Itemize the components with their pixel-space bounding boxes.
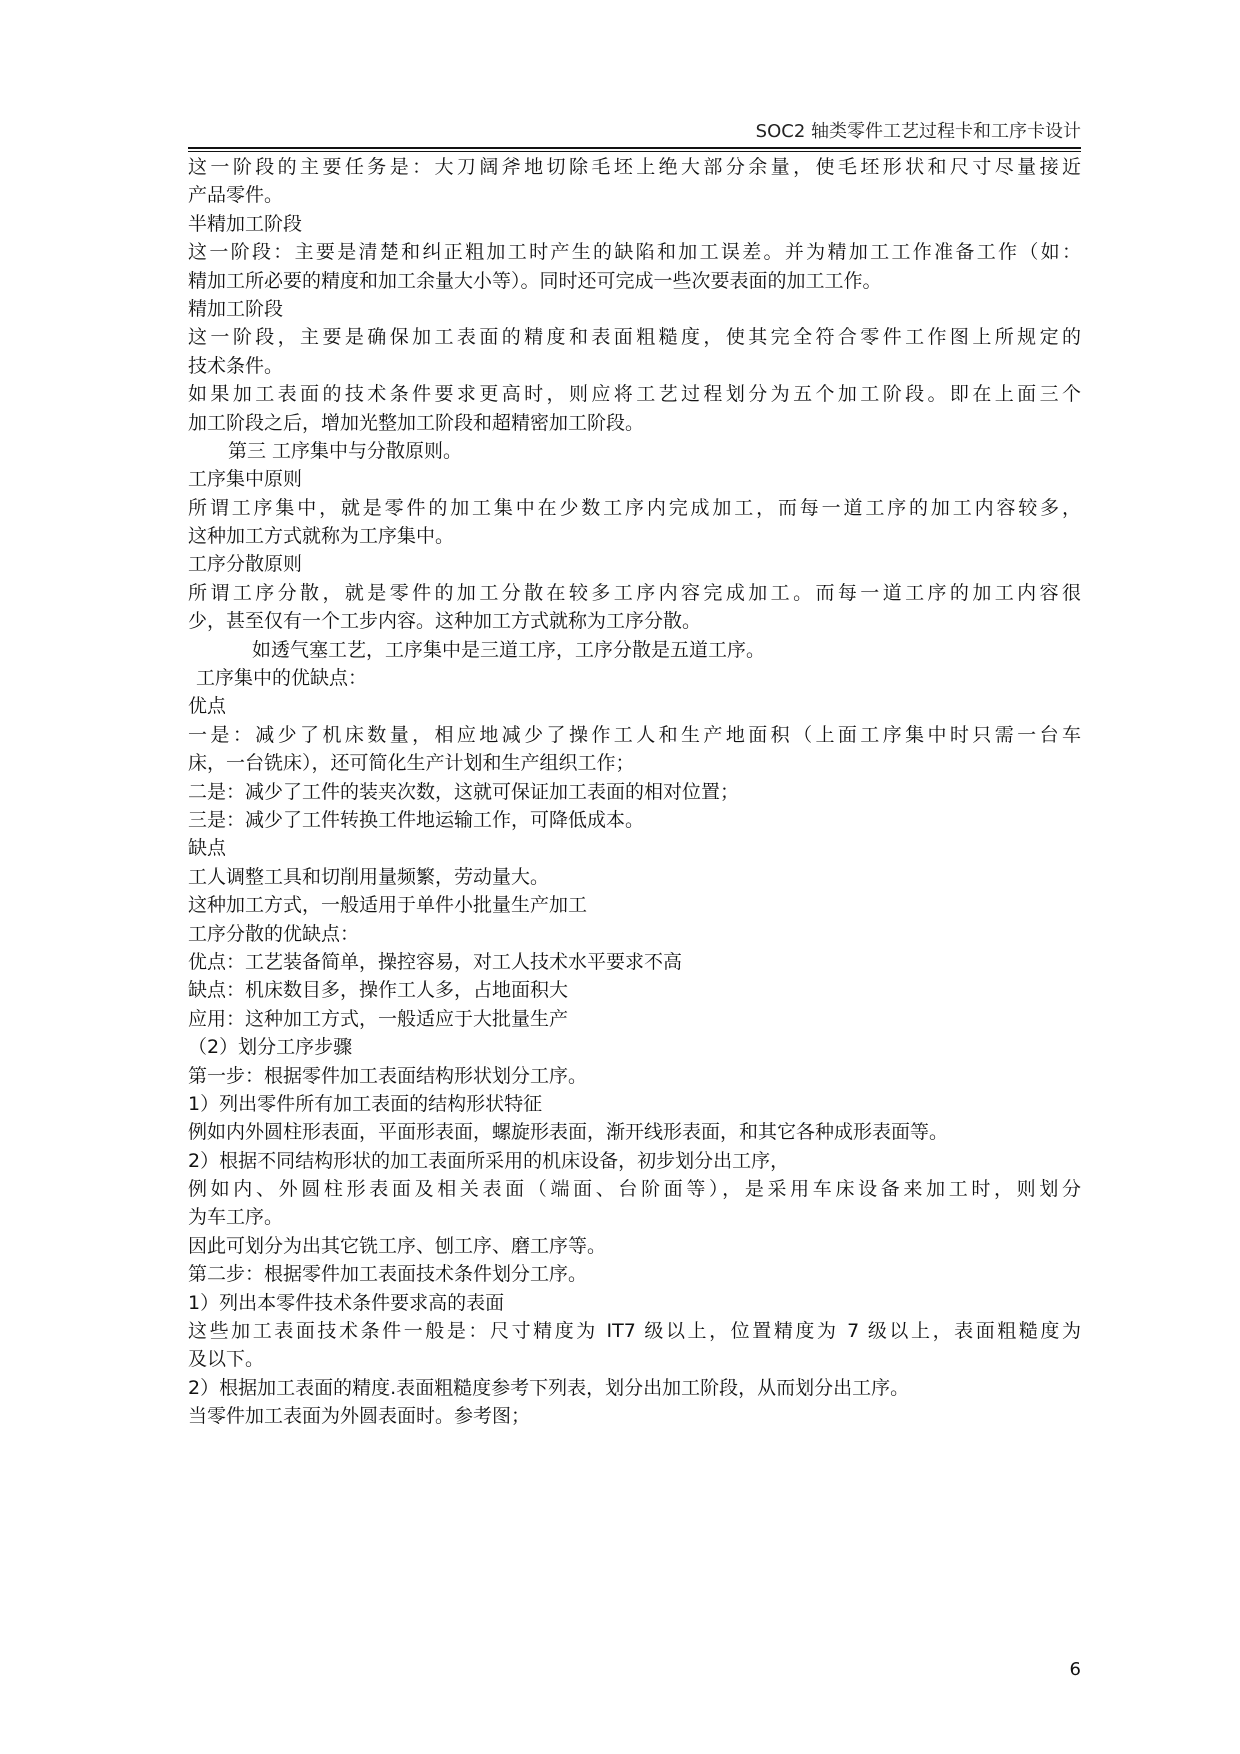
paragraph-line: 及以下。 [188,1348,265,1371]
paragraph-line: 第二步：根据零件加工表面技术条件划分工序。 [188,1263,588,1286]
paragraph-line: 如果加工表面的技术条件要求更高时，则应将工艺过程划分为五个加工阶段。即在上面三个 [188,383,1081,406]
section-heading: 优点 [188,695,227,718]
paragraph-line: 所谓工序分散，就是零件的加工分散在较多工序内容完成加工。而每一道工序的加工内容很 [188,581,1081,604]
section-heading: 半精加工阶段 [188,212,303,235]
paragraph-line: 如透气塞工艺，工序集中是三道工序，工序分散是五道工序。 [252,638,766,661]
paragraph-line: 这一阶段：主要是清楚和纠正粗加工时产生的缺陷和加工误差。并为精加工工作准备工作（如： [188,241,1081,264]
section-heading: 缺点 [188,837,227,860]
paragraph-line: 床，一台铣床），还可简化生产计划和生产组织工作； [188,752,635,775]
paragraph-line: 这种加工方式就称为工序集中。 [188,525,455,548]
section-heading: 精加工阶段 [188,297,284,320]
header-rule [188,147,1081,152]
paragraph-line: 精加工所必要的精度和加工余量大小等）。同时还可完成一些次要表面的加工工作。 [188,269,882,292]
paragraph-line: 加工阶段之后，增加光整加工阶段和超精密加工阶段。 [188,411,645,434]
paragraph-line: 二是：减少了工件的装夹次数，这就可保证加工表面的相对位置； [188,780,740,803]
section-heading: 第三 工序集中与分散原则。 [228,439,463,462]
paragraph-line: 这些加工表面技术条件一般是：尺寸精度为 IT7 级以上，位置精度为 7 级以上，表面粗糙度为 [188,1320,1081,1343]
paragraph-line: 为车工序。 [188,1206,284,1229]
paragraph-line: 这一阶段的主要任务是：大刀阔斧地切除毛坯上绝大部分余量，使毛坯形状和尺寸尽量接近 [188,156,1081,178]
paragraph-line: 因此可划分为出其它铣工序、刨工序、磨工序等。 [188,1234,607,1257]
paragraph-line: 1）列出本零件技术条件要求高的表面 [188,1291,505,1314]
section-heading: 工序分散原则 [188,553,303,576]
paragraph-line: 应用：这种加工方式，一般适应于大批量生产 [188,1007,569,1030]
paragraph-line: 例如内外圆柱形表面，平面形表面，螺旋形表面，渐开线形表面，和其它各种成形表面等。 [188,1121,949,1144]
paragraph-line: 技术条件。 [188,354,284,377]
section-heading: 工序集中的优缺点： [196,667,368,690]
paragraph-line: 1）列出零件所有加工表面的结构形状特征 [188,1092,543,1115]
section-heading: （2）划分工序步骤 [188,1036,353,1059]
paragraph-line: 这种加工方式，一般适用于单件小批量生产加工 [188,894,588,917]
paragraph-line: 这一阶段，主要是确保加工表面的精度和表面粗糙度，使其完全符合零件工作图上所规定的 [188,326,1081,349]
paragraph-line: 2）根据加工表面的精度.表面粗糙度参考下列表，划分出加工阶段，从而划分出工序。 [188,1376,910,1399]
section-heading: 工序分散的优缺点： [188,922,360,945]
page-header: SOC2 轴类零件工艺过程卡和工序卡设计 [755,121,1081,142]
paragraph-line: 一是：减少了机床数量，相应地减少了操作工人和生产地面积（上面工序集中时只需一台车 [188,723,1081,746]
paragraph-line: 产品零件。 [188,184,284,207]
section-heading: 工序集中原则 [188,468,303,491]
paragraph-line: 三是：减少了工件转换工件地运输工作，可降低成本。 [188,808,645,831]
document-body [188,153,1081,1431]
page-number: 6 [1069,1659,1081,1680]
paragraph-line: 工人调整工具和切削用量频繁，劳动量大。 [188,865,550,888]
paragraph-line: 优点：工艺装备简单，操控容易，对工人技术水平要求不高 [188,950,683,973]
paragraph-line: 2）根据不同结构形状的加工表面所采用的机床设备，初步划分出工序， [188,1149,790,1172]
paragraph-line: 例如内、外圆柱形表面及相关表面（端面、台阶面等），是采用车床设备来加工时，则划分 [188,1178,1081,1201]
paragraph-line: 缺点：机床数目多，操作工人多，占地面积大 [188,979,569,1002]
paragraph-line: 当零件加工表面为外圆表面时。参考图； [188,1405,531,1428]
paragraph-line: 所谓工序集中，就是零件的加工集中在少数工序内完成加工，而每一道工序的加工内容较多， [188,496,1081,519]
paragraph-line: 第一步：根据零件加工表面结构形状划分工序。 [188,1064,588,1087]
paragraph-line: 少，甚至仅有一个工步内容。这种加工方式就称为工序分散。 [188,610,702,633]
